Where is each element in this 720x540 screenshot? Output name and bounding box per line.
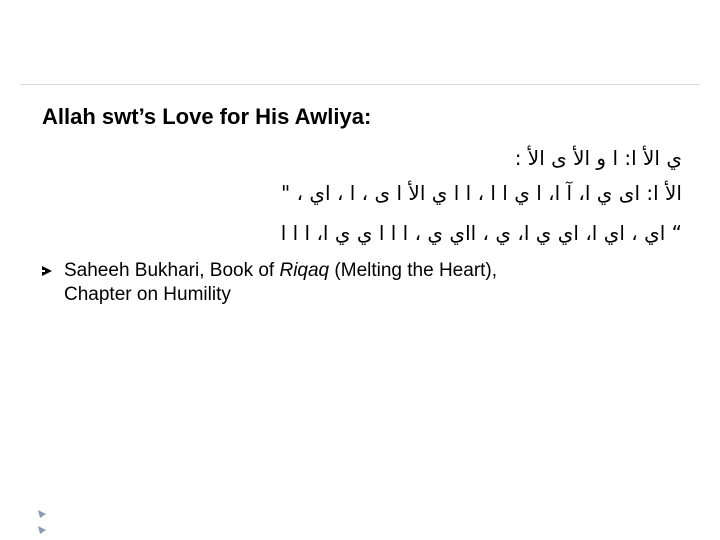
reference-text-main: Saheeh Bukhari, Book of — [64, 260, 280, 281]
reference-text-tail: (Melting the Heart), — [329, 260, 498, 281]
reference-text — [64, 259, 497, 307]
reference-text-italic: Riqaq — [279, 260, 330, 281]
arabic-line-1: ي الأ ا: ا و الأ ى الأ : — [514, 146, 682, 170]
reference-text-line2: Chapter on Humility — [64, 284, 231, 305]
title-divider — [20, 84, 700, 85]
nav-forward-icon[interactable] — [37, 525, 47, 535]
arabic-line-3: “ اي ، اي ا، اي ي ا، ي ، ااي ي ، ا ا ا ي ي ا، ا ا ا — [280, 221, 682, 245]
arabic-line-2: الأ ا: اى ي ا، آ ا، ا ي ا ا ، ا ا ي الأ ا ى ، ا ، اي ، " — [281, 181, 682, 205]
bullet-arrow-icon — [40, 264, 54, 278]
reference-bullet — [40, 259, 680, 307]
nav-back-icon[interactable] — [37, 509, 47, 519]
slide-title: Allah swt’s Love for His Awliya: — [42, 104, 372, 129]
